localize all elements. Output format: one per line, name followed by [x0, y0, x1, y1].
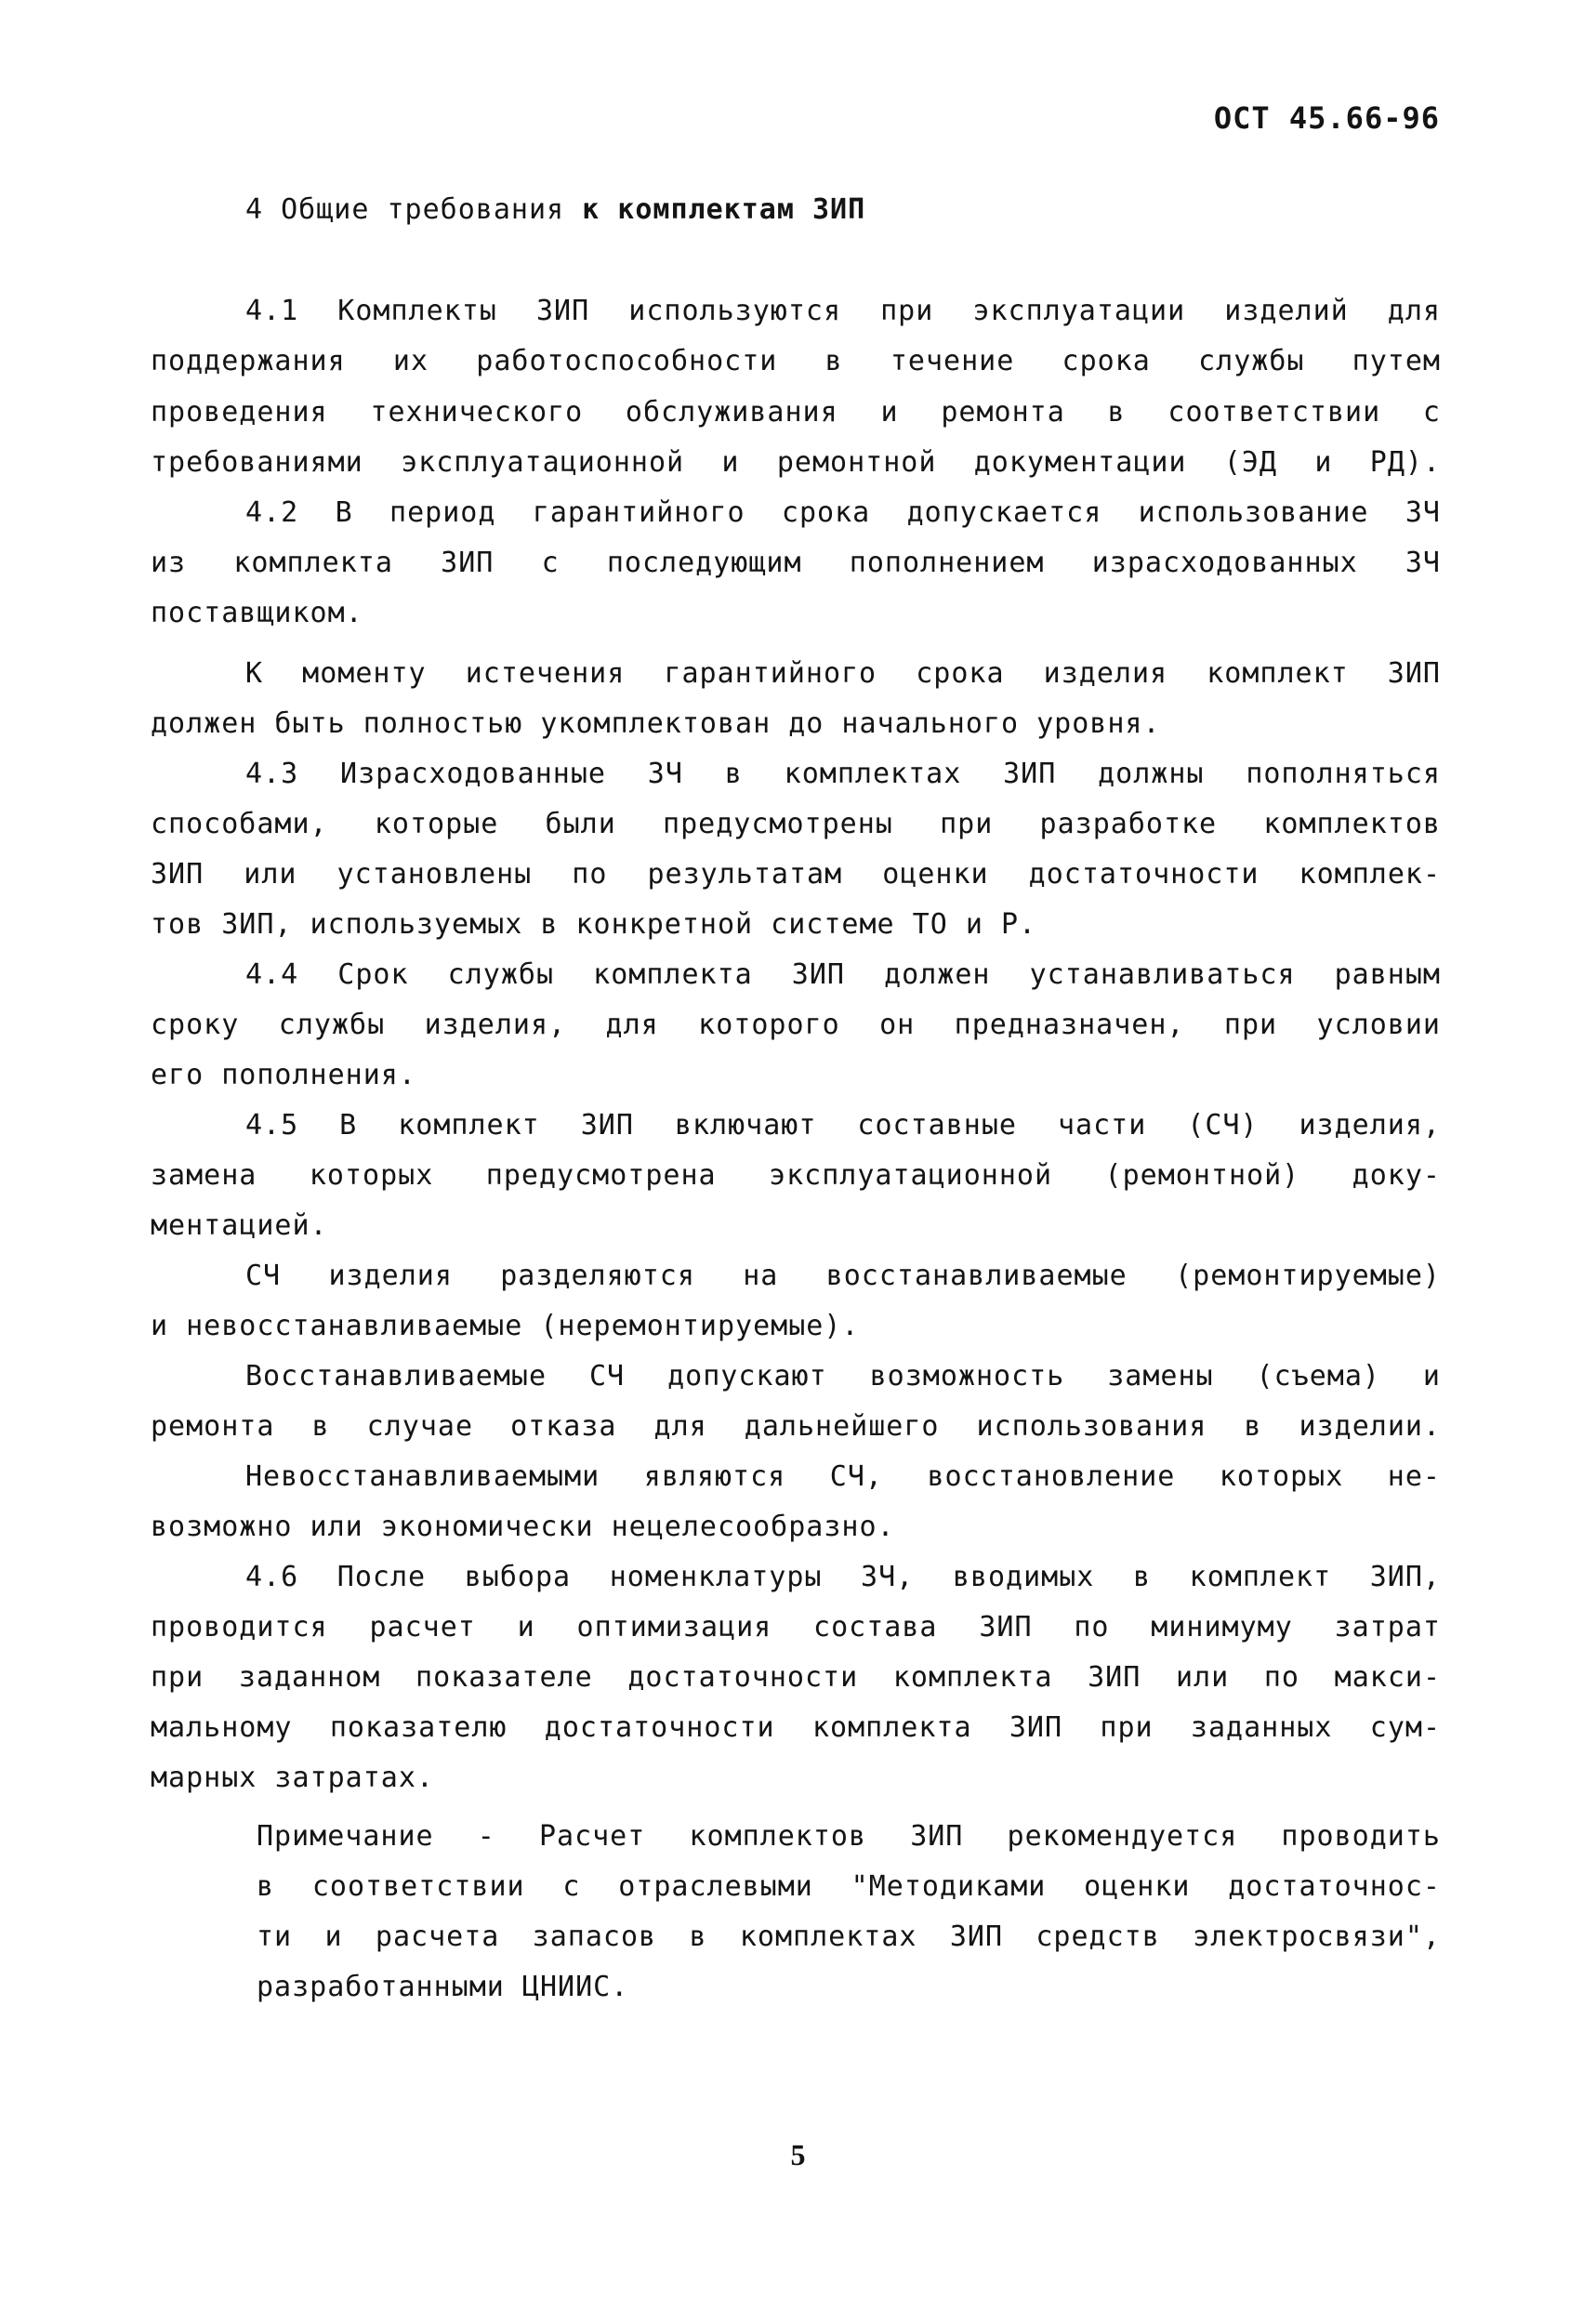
- text-line: Невосстанавливаемыми являются СЧ, восстановление которых не-: [245, 1460, 1441, 1493]
- text-line: 4.1 Комплекты ЗИП используются при эксплуатации изделий для: [245, 295, 1441, 327]
- text-line: 4.6 После выбора номенклатуры ЗЧ, вводимых в комплект ЗИП,: [245, 1561, 1441, 1593]
- text-line: Восстанавливаемые СЧ допускают возможность замены (съема) и: [245, 1360, 1441, 1392]
- text-line: поддержания их работоспособности в течение срока службы путем: [151, 345, 1441, 377]
- text-line: ремонта в случае отказа для дальнейшего использования в изделии.: [151, 1410, 1441, 1443]
- text-line: проведения технического обслуживания и ремонта в соответствии с: [151, 396, 1441, 429]
- note-line: разработанными ЦНИИС.: [257, 1971, 629, 2003]
- text-line: сроку службы изделия, для которого он предназначен, при условии: [151, 1009, 1441, 1041]
- text-line: ментацией.: [151, 1209, 328, 1242]
- text-line: СЧ изделия разделяются на восстанавливаемые (ремонтируемые): [245, 1260, 1441, 1292]
- text-line: К моменту истечения гарантийного срока изделия комплект ЗИП: [245, 657, 1441, 690]
- text-line: замена которых предусмотрена эксплуатационной (ремонтной) доку-: [151, 1159, 1441, 1192]
- text-line: поставщиком.: [151, 597, 363, 629]
- text-line: 4.3 Израсходованные ЗЧ в комплектах ЗИП должны пополняться: [245, 758, 1441, 790]
- text-line: тов ЗИП, используемых в конкретной системе ТО и Р.: [151, 908, 1037, 941]
- text-line: проводится расчет и оптимизация состава ЗИП по минимуму затрат: [151, 1611, 1441, 1643]
- text-line: и невосстанавливаемые (неремонтируемые).: [151, 1310, 860, 1342]
- text-line: требованиями эксплуатационной и ремонтной документации (ЭД и РД).: [151, 446, 1441, 479]
- text-line: способами, которые были предусмотрены при разработке комплектов: [151, 808, 1441, 840]
- text-line: ЗИП или установлены по результатам оценки достаточности комплек-: [151, 858, 1441, 891]
- note-line: в соответствии с отраслевыми "Методиками оценки достаточнос-: [257, 1870, 1441, 1903]
- note-line: ти и расчета запасов в комплектах ЗИП средств электросвязи",: [257, 1920, 1441, 1953]
- section-title: [245, 193, 865, 226]
- section-title-plain: 4 Общие требования: [245, 193, 565, 226]
- text-line: 4.5 В комплект ЗИП включают составные части (СЧ) изделия,: [245, 1109, 1441, 1142]
- text-line: 4.4 Срок службы комплекта ЗИП должен устанавливаться равным: [245, 958, 1441, 991]
- section-title-bold: к комплектам ЗИП: [582, 193, 866, 226]
- text-line: должен быть полностью укомплектован до начального уровня.: [151, 707, 1161, 740]
- page-number: 5: [790, 2138, 806, 2171]
- document-code: ОСТ 45.66-96: [1213, 100, 1440, 136]
- text-line: мальному показателю достаточности комплекта ЗИП при заданных сум-: [151, 1711, 1441, 1744]
- text-line: из комплекта ЗИП с последующим пополнением израсходованных ЗЧ: [151, 547, 1441, 579]
- text-line: его пополнения.: [151, 1059, 416, 1091]
- text-line: возможно или экономически нецелесообразно.: [151, 1511, 895, 1543]
- text-line: марных затратах.: [151, 1762, 434, 1794]
- text-line: при заданном показателе достаточности комплекта ЗИП или по макси-: [151, 1661, 1441, 1694]
- note-line: Примечание - Расчет комплектов ЗИП рекомендуется проводить: [257, 1820, 1441, 1853]
- text-line: 4.2 В период гарантийного срока допускается использование ЗЧ: [245, 496, 1441, 529]
